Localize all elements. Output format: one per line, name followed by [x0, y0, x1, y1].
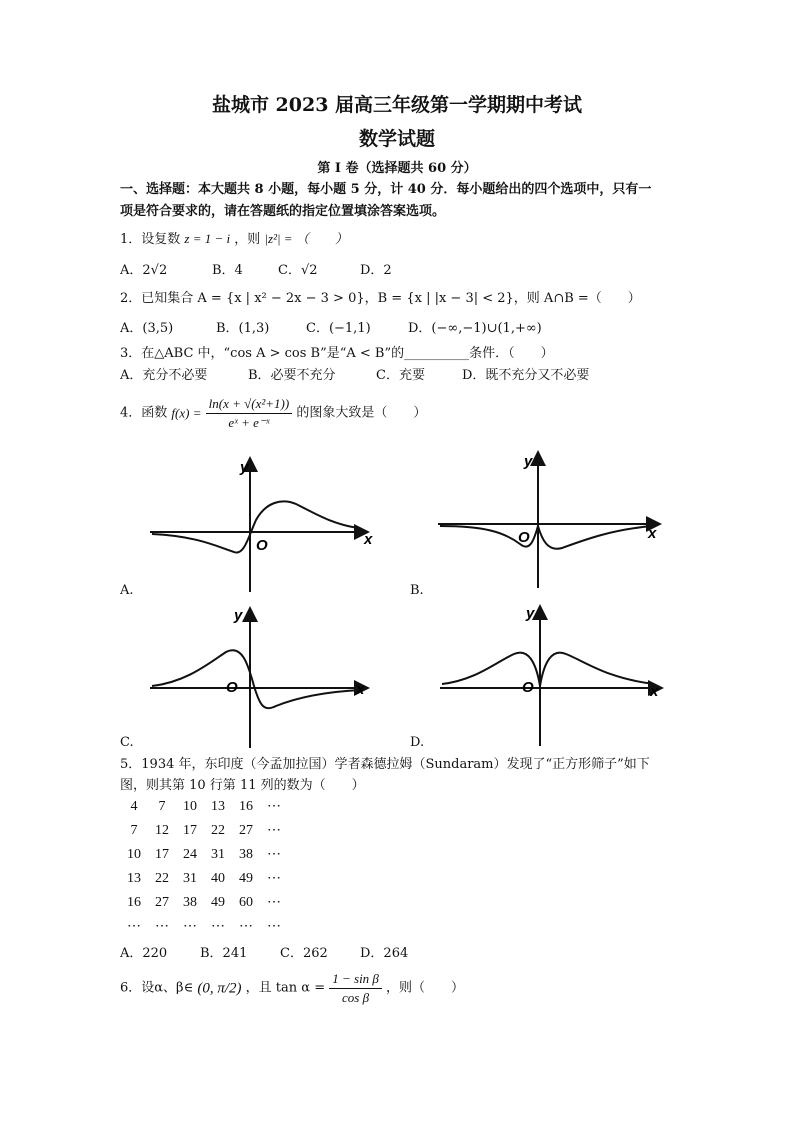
sieve-cell: 49 — [239, 871, 253, 886]
q6-pre: 6．设α、β∈ — [120, 980, 194, 996]
sieve-cell: ⋯ — [211, 919, 225, 934]
q6-fraction — [329, 970, 382, 1007]
q6-denominator: cos β — [342, 990, 370, 1005]
sieve-cell: ⋯ — [267, 799, 281, 814]
graph-d — [436, 600, 668, 750]
sieve-cell: 10 — [183, 799, 197, 814]
exam-title: 盐城市 2023 届高三年级第一学期期中考试 — [211, 94, 583, 116]
graph-c-y-label: y — [234, 607, 243, 624]
q1-option-b: B．4 — [212, 263, 243, 278]
sieve-cell: ⋯ — [267, 871, 281, 886]
question-2-stem: 2．已知集合 A = {x | x² − 2x − 3 > 0}，B = {x | |x − 3| < 2}，则 A∩B =（ ） — [120, 291, 641, 306]
graph-d-x-label: x — [650, 683, 659, 700]
graph-a — [146, 452, 376, 598]
sieve-cell: 24 — [183, 847, 197, 862]
q4-pre: 4．函数 — [120, 405, 168, 421]
sieve-cell: 7 — [158, 799, 166, 814]
q4-numerator: ln(x + √(x²+1)) — [206, 395, 293, 414]
sieve-row — [120, 798, 288, 822]
q6-post: ，则（ ） — [386, 980, 465, 996]
question-4-stem — [120, 395, 426, 432]
q1-option-c: C．√2 — [278, 263, 318, 278]
sieve-cell: 31 — [211, 847, 225, 862]
q1-stem-mid: ，则 — [234, 232, 261, 247]
sieve-row — [120, 894, 288, 918]
sieve-cell: 27 — [239, 823, 253, 838]
q3-option-d: D．既不充分又不必要 — [462, 368, 590, 383]
q2-option-c: C．(−1,1) — [306, 321, 371, 336]
graph-c-origin-label: O — [226, 679, 238, 696]
graph-b-y-label: y — [524, 453, 533, 470]
part1-instructions-line1: 一、选择题：本大题共 8 小题，每小题 5 分，计 40 分．每小题给出的四个选项中，只有一 — [120, 182, 652, 197]
q6-mid: ，且 tan α = — [245, 980, 326, 996]
sieve-cell: 13 — [127, 871, 141, 886]
graph-b-label: B. — [410, 583, 424, 598]
part1-instructions-line2: 项是符合要求的，请在答题纸的指定位置填涂答案选项。 — [120, 204, 446, 219]
sieve-cell: 49 — [211, 895, 225, 910]
q1-stem-expr: z = 1 − i — [184, 231, 231, 246]
sieve-cell: 16 — [239, 799, 253, 814]
q3-option-a: A．充分不必要 — [120, 368, 208, 383]
q1-stem-pre: 1．设复数 — [120, 232, 181, 247]
sieve-cell: 4 — [130, 799, 138, 814]
sieve-cell: ⋯ — [267, 919, 281, 934]
sieve-cell: ⋯ — [183, 919, 197, 934]
graph-c-x-label: x — [356, 681, 365, 698]
sieve-cell: ⋯ — [267, 895, 281, 910]
question-5-line2: 图，则其第 10 行第 11 列的数为（ ） — [120, 778, 365, 793]
question-5-line1: 5．1934 年，东印度（今孟加拉国）学者森德拉姆（Sundaram）发现了“正方形筛子”如下 — [120, 757, 650, 772]
sieve-cell: 60 — [239, 895, 253, 910]
q1-stem-abs: |z²| = （ ） — [264, 231, 348, 246]
sieve-cell: 31 — [183, 871, 197, 886]
q1-option-a: A．2√2 — [120, 263, 168, 278]
question-6-stem — [120, 970, 464, 1007]
sieve-cell: ⋯ — [239, 919, 253, 934]
sieve-cell: 38 — [239, 847, 253, 862]
sieve-cell: 17 — [183, 823, 197, 838]
sieve-cell: 7 — [130, 823, 138, 838]
q2-option-b: B．(1,3) — [216, 321, 270, 336]
q4-fraction — [206, 395, 293, 432]
q4-denominator: eˣ + e⁻ˣ — [228, 415, 270, 430]
graph-b-x-label: x — [648, 525, 657, 542]
sieve-cell: 16 — [127, 895, 141, 910]
sundaram-sieve-table — [120, 798, 288, 942]
q5-option-d: D．264 — [360, 946, 409, 961]
q6-interval: (0, π/2) — [197, 980, 242, 997]
sieve-cell: 17 — [155, 847, 169, 862]
graph-d-label: D. — [410, 735, 425, 750]
sieve-row — [120, 822, 288, 846]
sieve-cell: 22 — [155, 871, 169, 886]
graph-c-curve — [152, 650, 360, 708]
graph-a-y-label: y — [240, 459, 249, 476]
q4-fx: f(x) = — [171, 405, 202, 421]
sieve-cell: ⋯ — [267, 847, 281, 862]
graph-a-x-label: x — [364, 531, 373, 548]
sieve-cell: 10 — [127, 847, 141, 862]
graph-c — [146, 602, 376, 752]
sieve-cell: 40 — [211, 871, 225, 886]
q3-option-b: B．必要不充分 — [248, 368, 336, 383]
graph-a-label: A. — [120, 583, 134, 598]
exam-subject: 数学试题 — [358, 128, 435, 150]
graph-b-origin-label: O — [518, 529, 530, 546]
graph-d-curve — [442, 653, 654, 686]
sieve-row — [120, 846, 288, 870]
sieve-row — [120, 870, 288, 894]
sieve-cell: 13 — [211, 799, 225, 814]
q2-option-d: D．(−∞,−1)∪(1,+∞) — [408, 321, 542, 336]
sieve-cell: ⋯ — [267, 823, 281, 838]
q3-option-c: C．充要 — [376, 368, 425, 383]
sieve-cell: 27 — [155, 895, 169, 910]
q2-option-a: A．(3,5) — [120, 321, 174, 336]
sieve-cell: 12 — [155, 823, 169, 838]
sieve-cell: 38 — [183, 895, 197, 910]
sieve-cell: ⋯ — [155, 919, 169, 934]
q5-option-a: A．220 — [120, 946, 168, 961]
graph-c-label: C. — [120, 735, 134, 750]
section-heading: 第 I 卷（选择题共 60 分） — [317, 161, 477, 176]
sieve-cell: 22 — [211, 823, 225, 838]
q5-option-b: B．241 — [200, 946, 248, 961]
graph-a-origin-label: O — [256, 537, 268, 554]
sieve-cell: ⋯ — [127, 919, 141, 934]
q1-option-d: D．2 — [360, 263, 392, 278]
q6-numerator: 1 − sin β — [329, 970, 382, 989]
q4-post: 的图象大致是（ ） — [296, 405, 427, 421]
graph-d-origin-label: O — [522, 679, 534, 696]
graph-a-curve — [152, 501, 358, 552]
q5-option-c: C．262 — [280, 946, 328, 961]
question-1-stem — [120, 230, 348, 249]
graph-b-curve — [440, 526, 652, 549]
graph-d-y-label: y — [526, 605, 535, 622]
question-3-stem: 3．在△ABC 中，“cos A > cos B”是“A < B”的__________条件．（ ） — [120, 346, 554, 361]
sieve-row — [120, 918, 288, 942]
graph-b — [434, 448, 666, 598]
